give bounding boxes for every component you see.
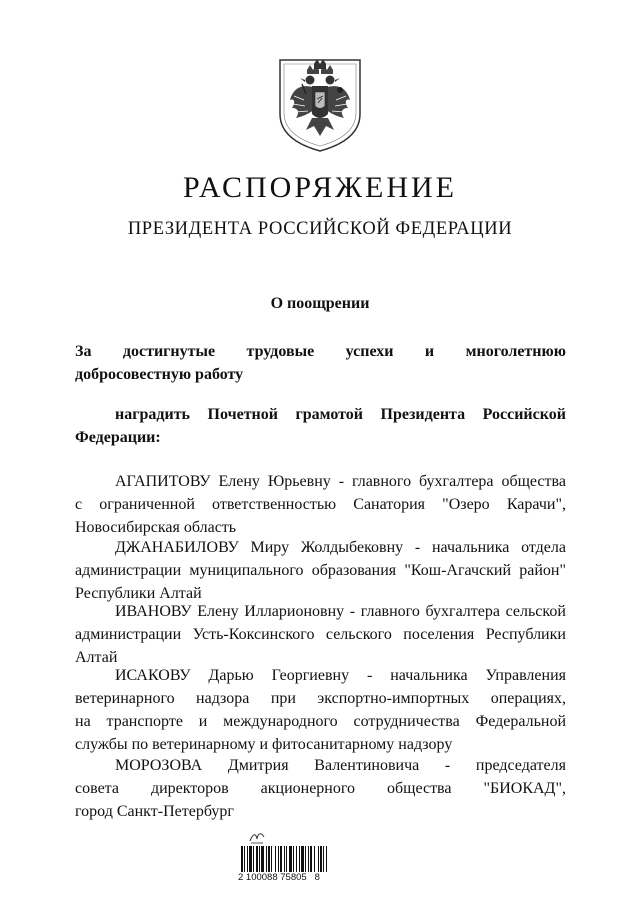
word: муниципального xyxy=(189,562,304,579)
word: ИСАКОВУ xyxy=(115,667,191,684)
document-control-mark-icon xyxy=(248,829,266,845)
word: "БИОКАД", xyxy=(483,780,566,797)
word: ограниченной xyxy=(99,496,195,513)
word: - xyxy=(444,757,451,774)
word: администрации xyxy=(75,562,182,579)
award-paragraph xyxy=(75,403,566,449)
word: акционерного xyxy=(260,780,356,797)
word: Управления xyxy=(485,667,566,684)
text-line: Новосибирская область xyxy=(75,519,237,536)
nominee-entry xyxy=(75,600,566,669)
word: трудовые xyxy=(246,343,315,360)
word: наградить xyxy=(115,406,191,423)
word: Карачи", xyxy=(506,496,566,513)
word: район" xyxy=(519,562,566,579)
word: Елену xyxy=(218,473,260,490)
word: Илларионовну xyxy=(244,603,345,620)
text-line: Алтай xyxy=(75,649,118,666)
word: Усть-Коксинского xyxy=(192,626,315,643)
text-line xyxy=(75,777,566,800)
word: Георгиевну xyxy=(271,667,350,684)
text-line xyxy=(75,559,566,582)
nominee-entry xyxy=(75,754,566,823)
text-line xyxy=(75,687,566,710)
word: председателя xyxy=(475,757,566,774)
word: Санатория xyxy=(353,496,425,513)
text-line xyxy=(75,664,566,687)
text-line xyxy=(75,536,566,559)
word: поселения xyxy=(403,626,475,643)
word: достигнутые xyxy=(122,343,216,360)
text-line: Республики Алтай xyxy=(75,585,202,602)
word: операциях, xyxy=(490,690,566,707)
word: администрации xyxy=(75,626,182,643)
text-line xyxy=(75,340,566,363)
word: и xyxy=(424,343,435,360)
word: начальника xyxy=(431,539,510,556)
word: Российской xyxy=(482,406,566,423)
word: ответственностью xyxy=(212,496,337,513)
word: Жолдыбековну xyxy=(300,539,404,556)
word: ДЖАНАБИЛОВУ xyxy=(115,539,239,556)
word: Валентиновича xyxy=(314,757,420,774)
word: АГАПИТОВУ xyxy=(115,473,211,490)
text-line: Федерации: xyxy=(75,429,161,446)
word: главного xyxy=(360,603,420,620)
word: международного xyxy=(223,713,338,730)
word: с xyxy=(75,496,83,513)
word: директоров xyxy=(150,780,229,797)
word: - xyxy=(366,667,373,684)
barcode-icon xyxy=(241,846,357,872)
text-line: службы по ветеринарному и фитосанитарному надзору xyxy=(75,736,453,753)
text-line xyxy=(75,710,566,733)
text-line: город Санкт-Петербург xyxy=(75,803,234,820)
word: бухгалтера xyxy=(425,603,500,620)
nominee-entry xyxy=(75,664,566,756)
word: МОРОЗОВА xyxy=(115,757,203,774)
word: Дмитрия xyxy=(227,757,289,774)
intro-paragraph xyxy=(75,340,566,386)
word: общества xyxy=(387,780,452,797)
word: совета xyxy=(75,780,119,797)
text-line xyxy=(75,623,566,646)
word: главного xyxy=(351,473,412,490)
word: сельского xyxy=(325,626,392,643)
word: многолетнюю xyxy=(465,343,566,360)
document-subject: О поощрении xyxy=(270,295,370,312)
word: бухгалтера xyxy=(419,473,494,490)
word: Миру xyxy=(250,539,290,556)
text-line: добросовестную работу xyxy=(75,366,244,383)
word: транспорте xyxy=(106,713,183,730)
word: экспортно-импортных xyxy=(317,690,470,707)
text-line xyxy=(75,600,566,623)
nominee-entry xyxy=(75,536,566,605)
word: надзора xyxy=(196,690,250,707)
text-line xyxy=(75,754,566,777)
word: сельской xyxy=(505,603,566,620)
nominee-entry xyxy=(75,470,566,539)
coat-of-arms-icon xyxy=(276,56,364,154)
word: "Кош-Агачский xyxy=(404,562,512,579)
word: успехи xyxy=(345,343,394,360)
text-line xyxy=(75,470,566,493)
word: - xyxy=(414,539,421,556)
word: ИВАНОВУ xyxy=(115,603,192,620)
word: Почетной xyxy=(207,406,278,423)
word: образования xyxy=(311,562,397,579)
document-issuer: ПРЕЗИДЕНТА РОССИЙСКОЙ ФЕДЕРАЦИИ xyxy=(127,219,513,239)
word: общества xyxy=(501,473,566,490)
barcode-number: 2 100088 75805 8 xyxy=(238,872,320,883)
text-line xyxy=(75,403,566,426)
word: начальника xyxy=(390,667,468,684)
word: Президента xyxy=(380,406,466,423)
word: Республики xyxy=(485,626,566,643)
word: на xyxy=(75,713,91,730)
word: грамотой xyxy=(295,406,364,423)
document-type-title: РАСПОРЯЖЕНИЕ xyxy=(182,171,458,204)
word: - xyxy=(338,473,345,490)
word: - xyxy=(349,603,356,620)
word: Дарью xyxy=(208,667,254,684)
word: Юрьевну xyxy=(267,473,331,490)
word: и xyxy=(198,713,208,730)
word: Елену xyxy=(197,603,239,620)
word: при xyxy=(270,690,296,707)
word: ветеринарного xyxy=(75,690,175,707)
text-line xyxy=(75,493,566,516)
word: За xyxy=(75,343,92,360)
word: Федеральной xyxy=(475,713,566,730)
word: отдела xyxy=(521,539,566,556)
word: сотрудничества xyxy=(353,713,460,730)
word: "Озеро xyxy=(442,496,490,513)
